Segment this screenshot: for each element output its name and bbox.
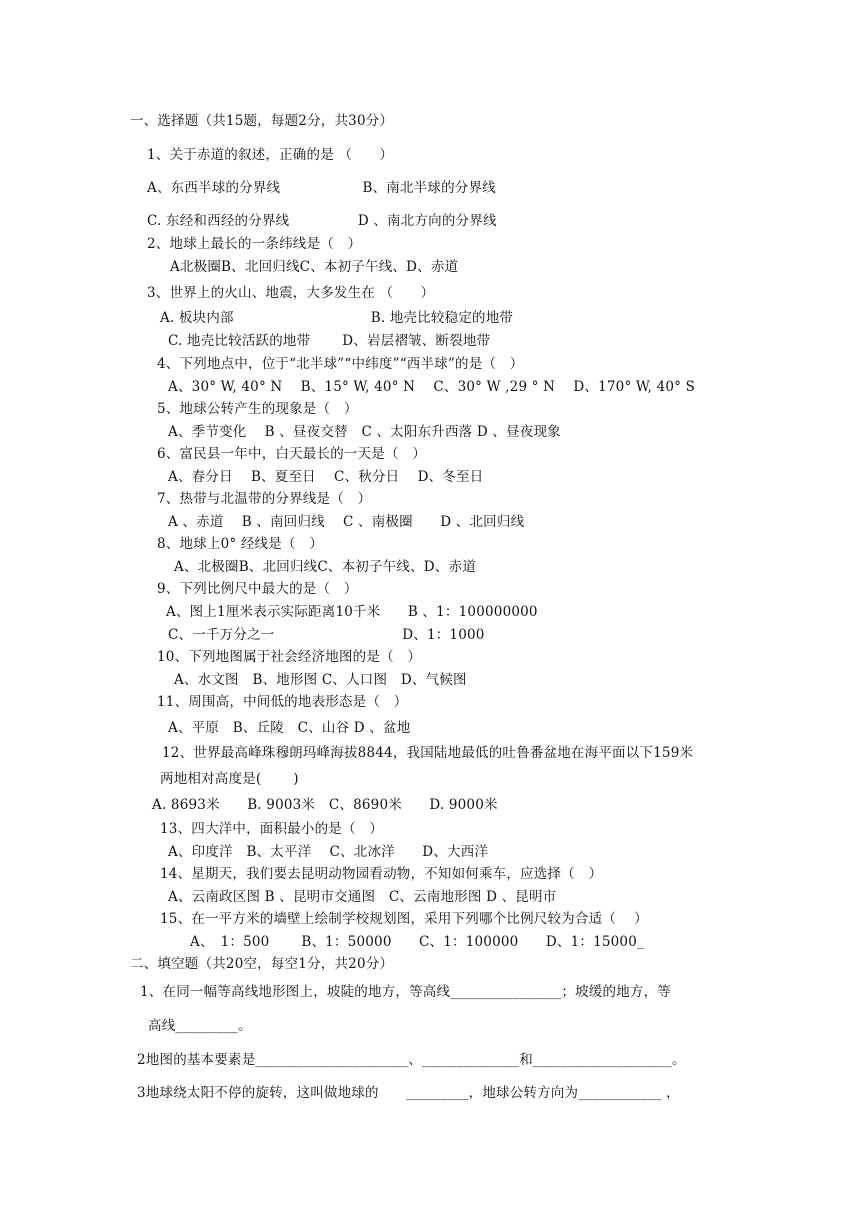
question-line: 两地相对高度是( ) [160,771,299,787]
option-line: C. 东经和西经的分界线 D 、南北方向的分界线 [147,213,497,229]
option-line: A、水文图 B、地形图 C、人口图 D、气候图 [174,672,467,688]
question-line: 9、下列比例尺中最大的是（ ） [157,581,358,597]
option-line: A北极圈B、北回归线C、本初子午线、D、赤道 [170,259,459,275]
question-line: 6、富民县一年中，白天最长的一天是（ ） [157,446,427,462]
option-line: A. 8693米 B. 9003米 C、8690米 D. 9000米 [152,797,498,813]
fill-line: 3地球绕太阳不停的旋转，这叫做地球的 _________，地球公转方向为____________ ， [137,1085,680,1101]
option-line: C、一千万分之一 D、1：1000 [168,627,485,643]
option-line: A. 板块内部 B. 地壳比较稳定的地带 [160,310,514,326]
option-line: A、平原 B、丘陵 C、山谷 D 、盆地 [168,720,411,736]
question-line: 14、星期天，我们要去昆明动物园看动物，不知如何乘车，应选择（ ） [160,866,603,882]
question-line: 8、地球上0° 经线是（ ） [157,536,324,552]
option-line: A、印度洋 B、太平洋 C、北冰洋 D、大西洋 [168,844,489,860]
question-line: 11、周围高，中间低的地表形态是（ ） [157,694,408,710]
question-line: 4、下列地点中，位于“北半球”“中纬度”“西半球”的是（ ） [157,356,524,372]
fill-line: 1、在同一幅等高线地形图上，坡陡的地方，等高线________________；坡缓的地方，等 [140,984,671,1000]
question-line: 10、下列地图属于社会经济地图的是（ ） [157,649,422,665]
option-line: A、东西半球的分界线 B、南北半球的分界线 [147,180,496,196]
section-title: 二、填空题（共20空，每空1分，共20分） [130,956,394,972]
question-line: 3、世界上的火山、地震，大多发生在 （ ） [147,285,435,301]
question-line: 13、四大洋中，面积最小的是（ ） [160,821,384,837]
option-line: A、云南政区图 B 、昆明市交通图 C、云南地形图 D 、昆明市 [168,889,557,905]
question-line: 15、在一平方米的墙壁上绘制学校规划图，采用下列哪个比例尺较为合适（ ） [160,911,648,927]
option-line: A、北极圈B、北回归线C、本初子午线、D、赤道 [174,559,476,575]
section-title: 一、选择题（共15题，每题2分，共30分） [130,113,394,129]
question-line: 12、世界最高峰珠穆朗玛峰海拔8844，我国陆地最低的吐鲁番盆地在海平面以下159米 [162,745,694,761]
option-line: A、图上1厘米表示实际距离10千米 B 、1：100000000 [166,604,538,620]
option-line: A、30° W, 40° N B、15° W, 40° N C、30° W ,29 ° N D、170° W, 40° S [168,379,696,395]
question-line: 5、地球公转产生的现象是（ ） [157,401,358,417]
fill-line: 高线_________。 [148,1018,252,1034]
fill-line: 2地图的基本要素是______________________、______________和____________________。 [137,1052,686,1068]
question-line: 1、关于赤道的叙述，正确的是 （ ） [147,147,394,163]
question-line: 2、地球上最长的一条纬线是（ ） [147,236,362,252]
question-line: 7、热带与北温带的分界线是（ ） [157,491,372,507]
option-line: A、 1：500 B、1：50000 C、1：100000 D、1：15000_ [190,934,644,950]
option-line: A 、赤道 B 、南回归线 C 、南极圈 D 、北回归线 [168,514,525,530]
option-line: A、季节变化 B 、昼夜交替 C 、太阳东升西落 D 、昼夜现象 [168,424,561,440]
option-line: C. 地壳比较活跃的地带 D、岩层褶皱、断裂地带 [168,333,491,349]
option-line: A、春分日 B、夏至日 C、秋分日 D、冬至日 [168,469,484,485]
